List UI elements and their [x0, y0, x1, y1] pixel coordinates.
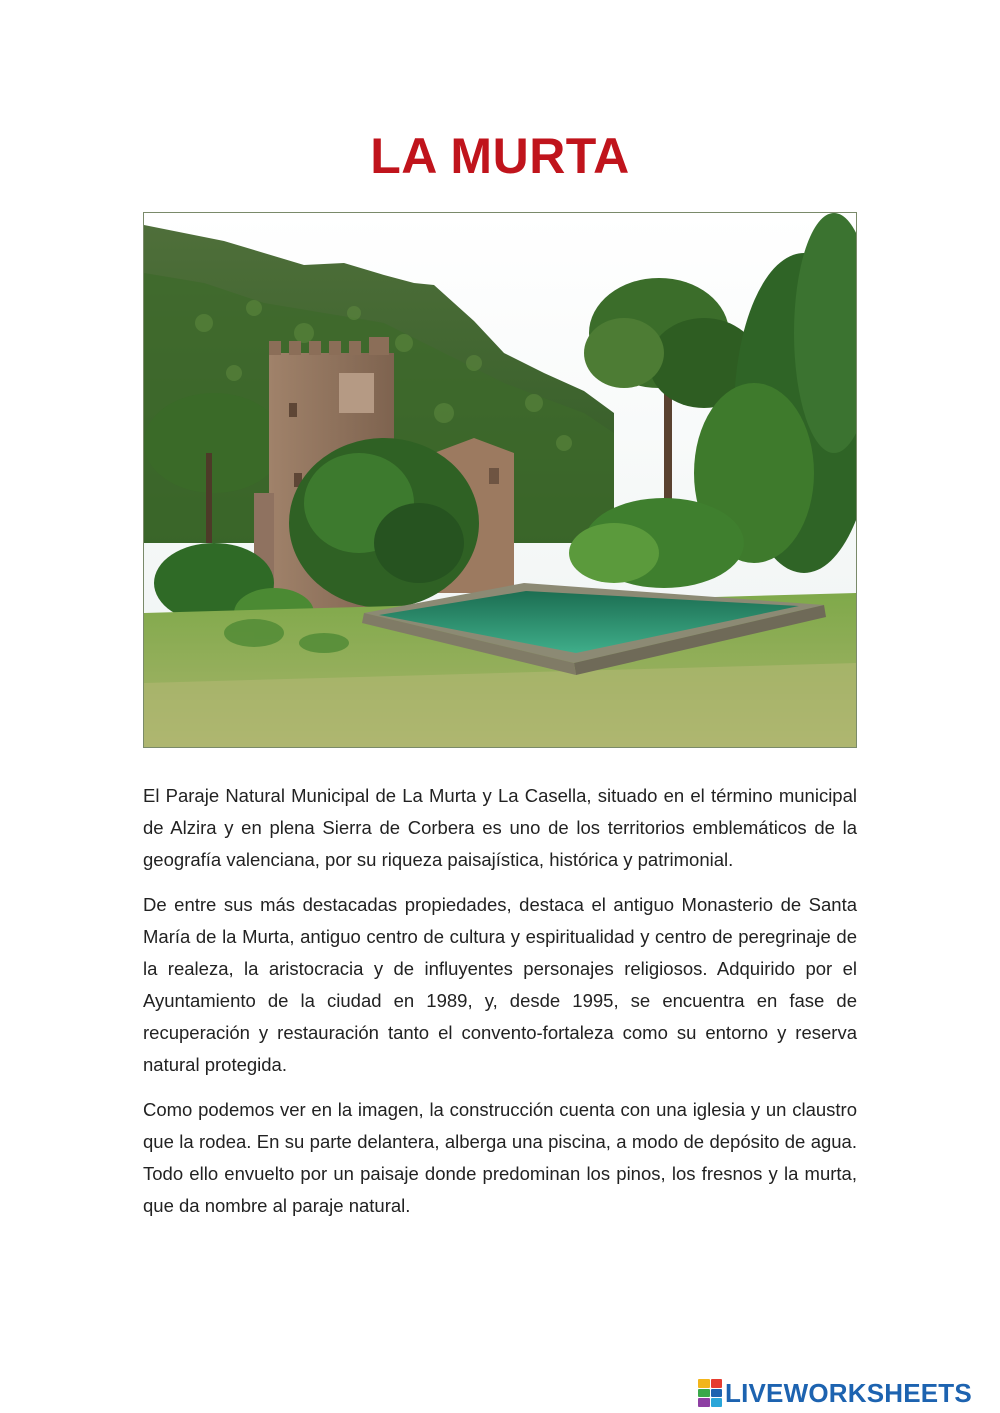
liveworksheets-logo-icon [698, 1379, 722, 1407]
paragraph-intro: El Paraje Natural Municipal de La Murta y La Casella, situado en el término municipal de Alzira y en plena Sierra de Corbera es uno de los territorios emblemáticos de la geografía valenciana, por su riqueza paisajística, histórica y patrimonial. [143, 785, 857, 870]
page-title: LA MURTA [370, 128, 630, 184]
liveworksheets-logo [698, 1378, 972, 1408]
liveworksheets-logo-text: LIVEWORKSHEETS [725, 1377, 972, 1408]
paragraph-description: Como podemos ver en la imagen, la construcción cuenta con una iglesia y un claustro que la rodea. En su parte delantera, alberga una piscina, a modo de depósito de agua. Todo ello envuelto por un paisaje donde predominan los pinos, los fresnos y la murta, que da nombre al paraje natural. [143, 1099, 857, 1216]
body-text [143, 780, 857, 1235]
paragraph-monastery: De entre sus más destacadas propiedades, destaca el antiguo Monasterio de Santa María de la Murta, antiguo centro de cultura y espiritualidad y centro de peregrinaje de la realeza, la aristocracia y de influyentes personajes religiosos. Adquirido por el Ayuntamiento de la ciudad en 1989, y, desde 1995, se encuentra en fase de recuperación y restauración tanto el convento-fortaleza como su entorno y reserva natural protegida. [143, 894, 857, 1075]
monastery-photo [143, 212, 857, 748]
